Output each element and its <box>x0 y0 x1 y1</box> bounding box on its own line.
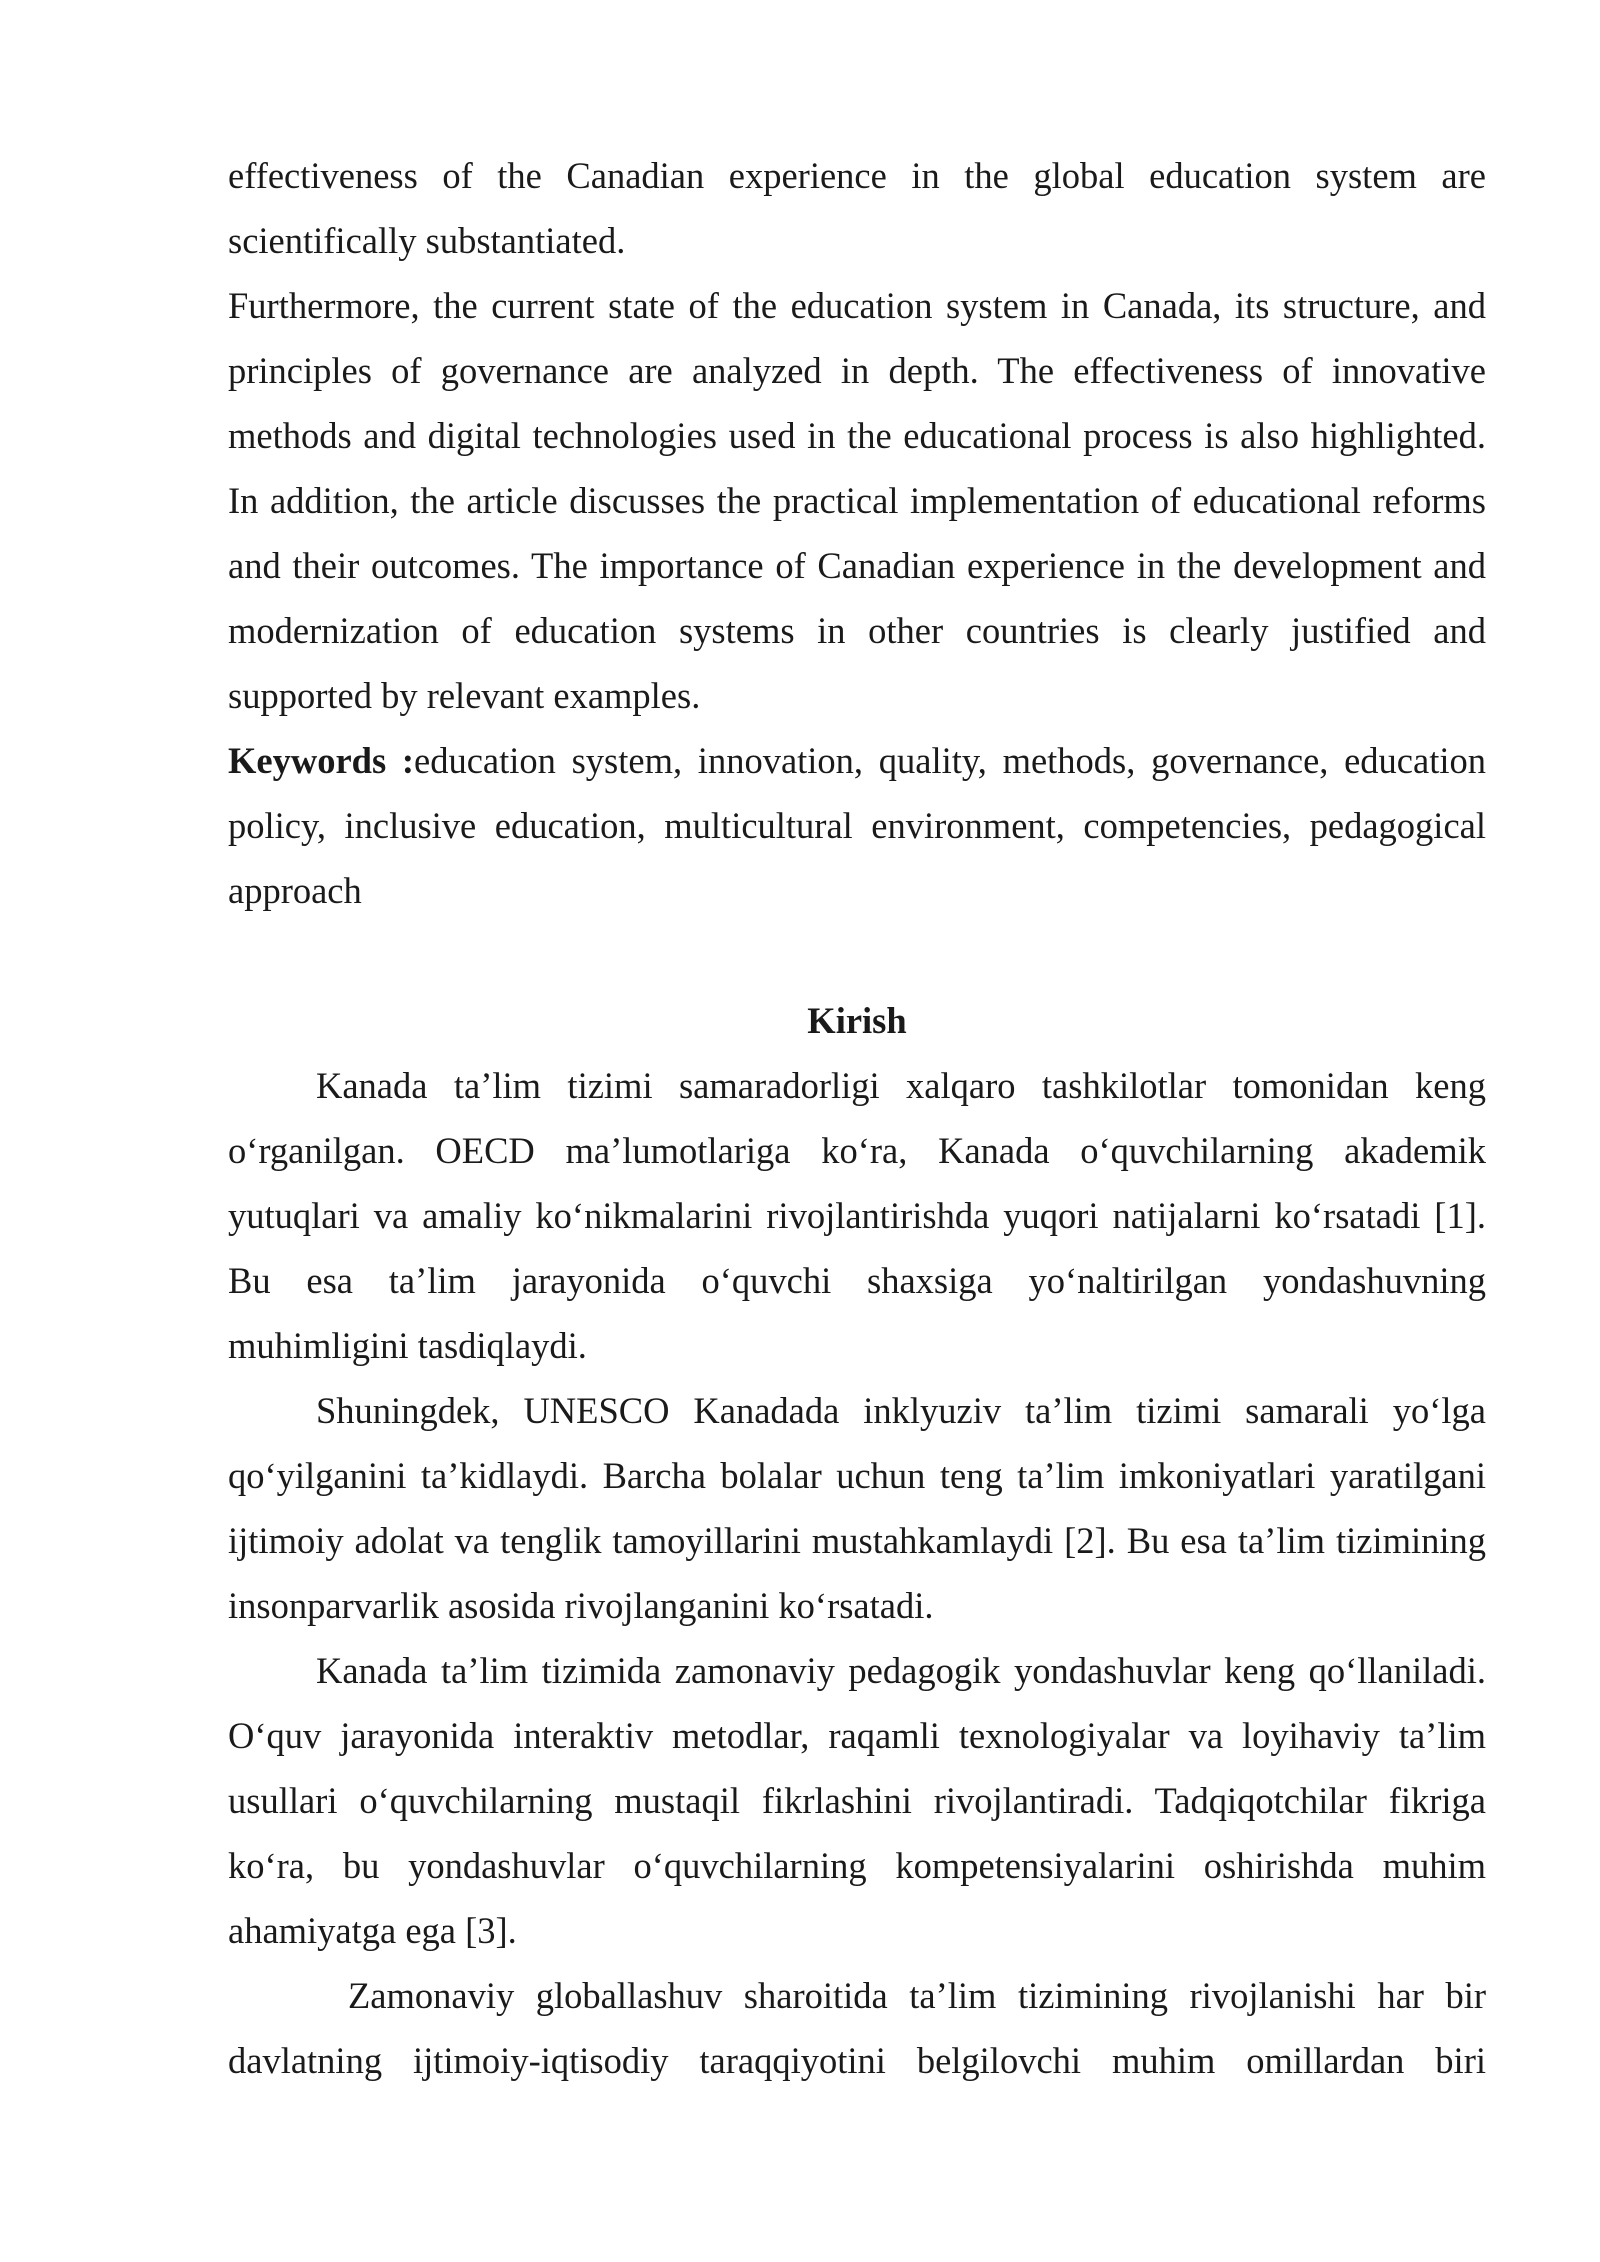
keywords-text: education system, innovation, quality, methods, governance, education policy, inclusive education, multicultural environment, competencies, pedagogical approach <box>228 740 1486 911</box>
body-paragraph-2: Shuningdek, UNESCO Kanadada inklyuziv ta’lim tizimi samarali yo‘lga qo‘yilganini ta’kidlaydi. Barcha bolalar uchun teng ta’lim imkoniyatlari yaratilgani ijtimoiy adolat va tenglik tamoyillarini mustahkamlaydi [2]. Bu esa ta’lim tizimining insonparvarlik asosida rivojlanganini ko‘rsatadi. <box>228 1390 1486 1626</box>
body-paragraph-1: Kanada ta’lim tizimi samaradorligi xalqaro tashkilotlar tomonidan keng o‘rganilgan. OECD ma’lumotlariga ko‘ra, Kanada o‘quvchilarning akademik yutuqlari va amaliy ko‘nikmalarini rivojlantirishda yuqori natijalarni ko‘rsatadi [1]. Bu esa ta’lim jarayonida o‘quvchi shaxsiga yo‘naltirilgan yondashuvning muhimligini tasdiqlaydi. <box>228 1065 1486 1366</box>
keywords-label: Keywords : <box>228 740 415 781</box>
abstract-paragraph: Furthermore, the current state of the education system in Canada, its structure, and principles of governance are analyzed in depth. The effectiveness of innovative methods and digital technologies used in the educational process is also highlighted. In addition, the article discusses the practical implementation of educational reforms and their outcomes. The importance of Canadian experience in the development and modernization of education systems in other countries is clearly justified and supported by relevant examples. <box>228 285 1486 716</box>
abstract-continuation: effectiveness of the Canadian experience in the global education system are scientifically substantiated. <box>228 155 1486 261</box>
section-heading: Kirish <box>807 1000 907 1041</box>
body-paragraph-4: Zamonaviy globallashuv sharoitida ta’lim tizimining rivojlanishi har bir davlatning ijtimoiy-iqtisodiy taraqqiyotini belgilovchi muhim omillardan biri <box>228 1975 1486 2081</box>
keywords-paragraph <box>228 728 1486 923</box>
document-page <box>228 143 1486 2093</box>
body-paragraph-3: Kanada ta’lim tizimida zamonaviy pedagogik yondashuvlar keng qo‘llaniladi. O‘quv jarayonida interaktiv metodlar, raqamli texnologiyalar va loyihaviy ta’lim usullari o‘quvchilarning mustaqil fikrlashini rivojlantiradi. Tadqiqotchilar fikriga ko‘ra, bu yondashuvlar o‘quvchilarning kompetensiyalarini oshirishda muhim ahamiyatga ega [3]. <box>228 1650 1486 1951</box>
